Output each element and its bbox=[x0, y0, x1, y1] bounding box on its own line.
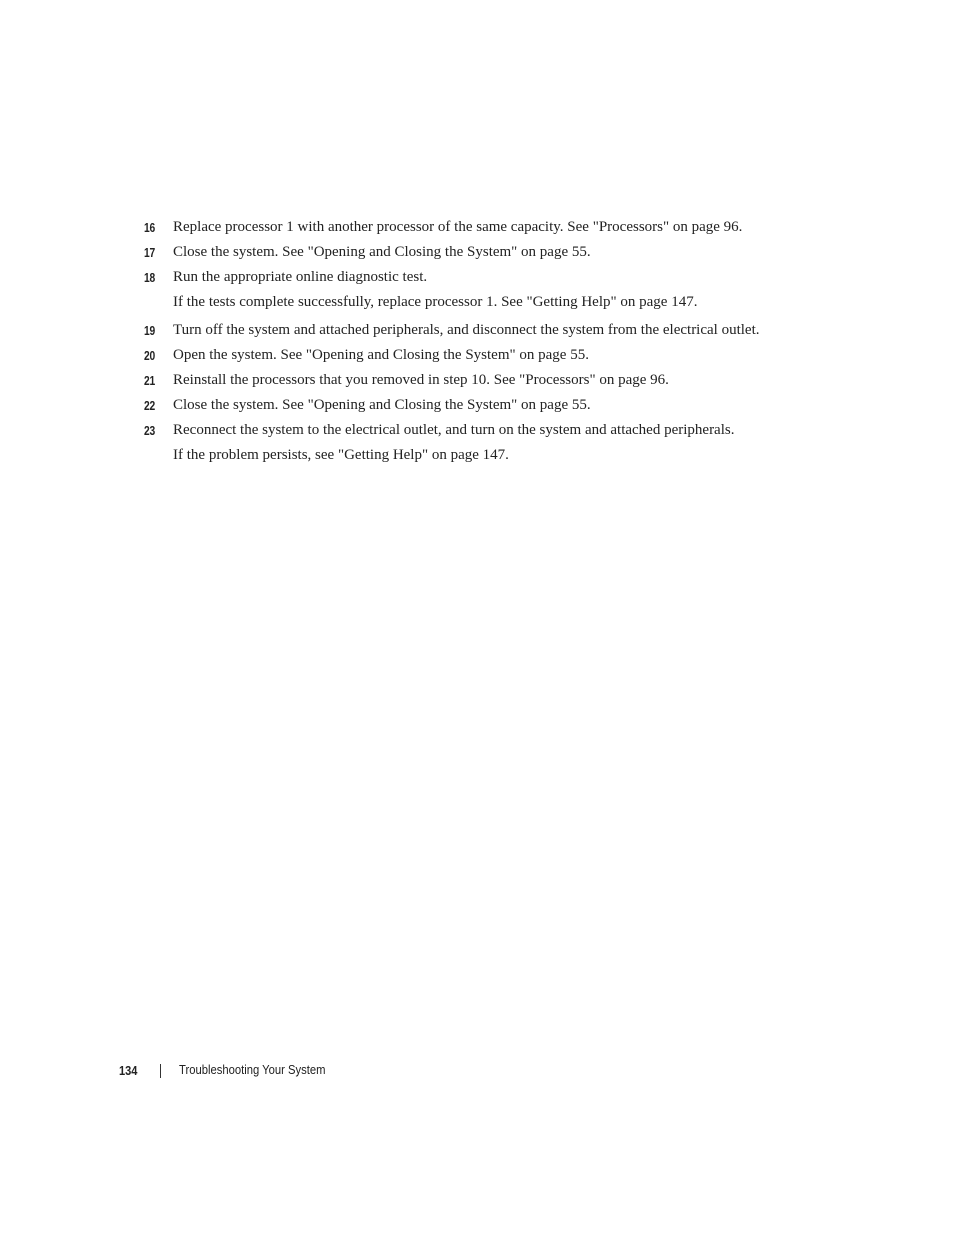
step-number: 18 bbox=[144, 271, 156, 285]
step-text: Replace processor 1 with another processor of the same capacity. See "Processors" on page 96. bbox=[173, 219, 743, 235]
step-number: 20 bbox=[144, 349, 156, 363]
step-text: Run the appropriate online diagnostic test. bbox=[173, 269, 428, 285]
step-23-note: If the problem persists, see "Getting Help" on page 147. bbox=[173, 447, 509, 463]
step-number: 19 bbox=[144, 324, 156, 338]
step-19 bbox=[0, 324, 954, 348]
step-number: 17 bbox=[144, 246, 156, 260]
step-16 bbox=[0, 221, 954, 245]
section-title: Troubleshooting Your System bbox=[179, 1063, 326, 1077]
step-number: 21 bbox=[144, 374, 156, 388]
step-21 bbox=[0, 374, 954, 398]
step-text: Reconnect the system to the electrical outlet, and turn on the system and attached peripherals. bbox=[173, 422, 735, 438]
step-18-note: If the tests complete successfully, replace processor 1. See "Getting Help" on page 147. bbox=[173, 294, 698, 310]
step-text: Reinstall the processors that you removed in step 10. See "Processors" on page 96. bbox=[173, 372, 669, 388]
step-20 bbox=[0, 349, 954, 373]
step-number: 22 bbox=[144, 399, 156, 413]
step-text: Close the system. See "Opening and Closing the System" on page 55. bbox=[173, 397, 591, 413]
step-number: 23 bbox=[144, 424, 156, 438]
footer-divider bbox=[160, 1064, 161, 1078]
step-number: 16 bbox=[144, 221, 156, 235]
step-text: Close the system. See "Opening and Closing the System" on page 55. bbox=[173, 244, 591, 260]
step-text: Open the system. See "Opening and Closing the System" on page 55. bbox=[173, 347, 589, 363]
step-text: Turn off the system and attached peripherals, and disconnect the system from the electrical outlet. bbox=[173, 322, 760, 338]
step-22 bbox=[0, 399, 954, 423]
step-18 bbox=[0, 271, 954, 295]
step-17 bbox=[0, 246, 954, 270]
page-number: 134 bbox=[119, 1063, 138, 1078]
step-23 bbox=[0, 424, 954, 448]
